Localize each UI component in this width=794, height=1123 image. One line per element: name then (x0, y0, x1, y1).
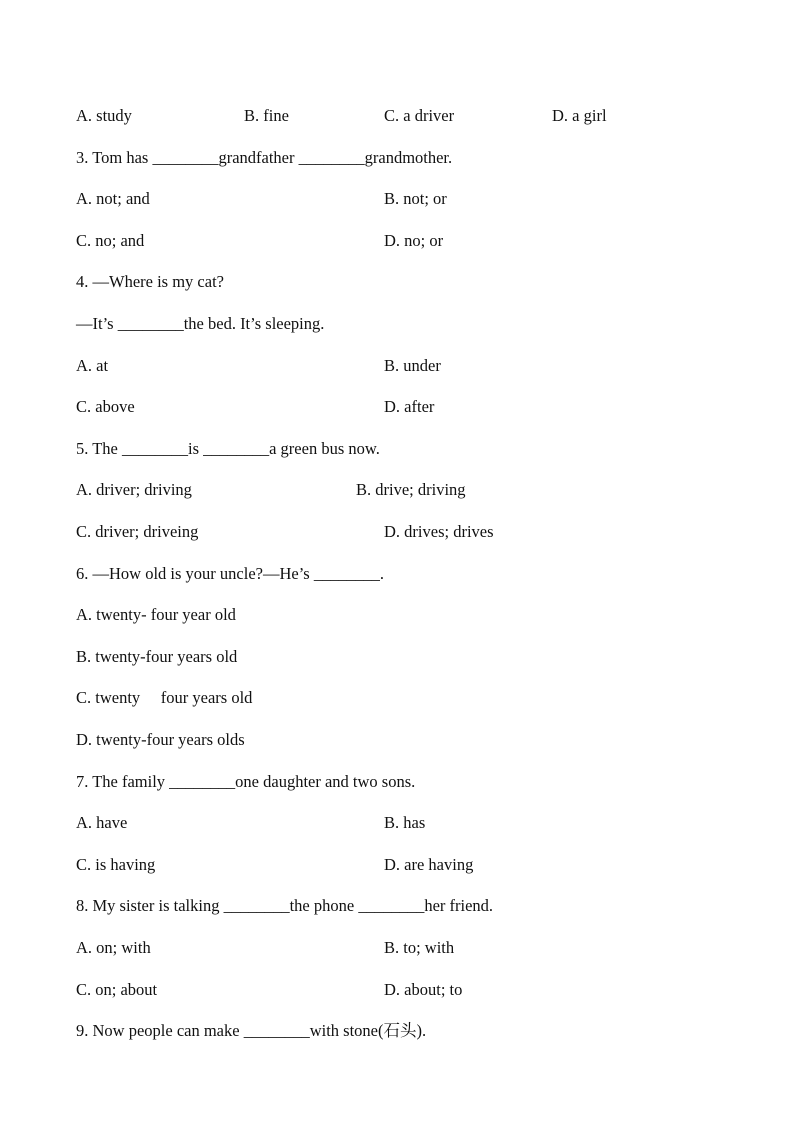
q8-stem: 8. My sister is talking ________the phone ________her friend. (76, 896, 494, 915)
q6-stem: 6. —How old is your uncle?—He’s ________. (76, 564, 384, 583)
q3-options-row-1 (76, 187, 736, 211)
q3-options-row-2 (76, 229, 736, 253)
q6-option-a: A. twenty- four year old (76, 605, 236, 624)
q2-option-b: B. fine (244, 106, 289, 125)
q4-option-b: B. under (384, 356, 441, 375)
q8-option-b: B. to; with (384, 938, 455, 957)
q7-option-a: A. have (76, 813, 128, 832)
q3-option-b: B. not; or (384, 189, 447, 208)
q6-option-c: C. twenty four years old (76, 688, 253, 707)
q5-option-b: B. drive; driving (356, 480, 466, 499)
q7-option-b: B. has (384, 813, 426, 832)
q6-option-b: B. twenty-four years old (76, 647, 238, 666)
q5-options-row-1 (76, 478, 736, 502)
q8-option-a: A. on; with (76, 938, 151, 957)
q3-option-c: C. no; and (76, 231, 145, 250)
q4-option-a: A. at (76, 356, 109, 375)
q4-stem: 4. —Where is my cat? (76, 272, 224, 291)
q7-option-d: D. are having (384, 855, 474, 874)
q7-stem: 7. The family ________one daughter and two sons. (76, 772, 416, 791)
q6-option-d: D. twenty-four years olds (76, 730, 245, 749)
q2-option-c: C. a driver (384, 106, 455, 125)
q7-options-row-1 (76, 811, 736, 835)
q5-option-a: A. driver; driving (76, 480, 192, 499)
q5-option-c: C. driver; driveing (76, 522, 199, 541)
q7-option-c: C. is having (76, 855, 156, 874)
q4-option-c: C. above (76, 397, 135, 416)
q4-option-d: D. after (384, 397, 435, 416)
q3-stem: 3. Tom has ________grandfather ________grandmother. (76, 148, 453, 167)
q8-options-row-1 (76, 936, 736, 960)
q3-option-d: D. no; or (384, 231, 444, 250)
q4-options-row-2 (76, 395, 736, 419)
q5-options-row-2 (76, 520, 736, 544)
q8-option-c: C. on; about (76, 980, 158, 999)
q5-option-d: D. drives; drives (384, 522, 494, 541)
q2-options-row (76, 104, 736, 128)
q9-stem: 9. Now people can make ________with stone(石头). (76, 1021, 427, 1040)
q3-option-a: A. not; and (76, 189, 150, 208)
q5-stem: 5. The ________is ________a green bus now. (76, 439, 380, 458)
q2-option-d: D. a girl (552, 106, 607, 125)
q4-stem-reply: —It’s ________the bed. It’s sleeping. (76, 314, 325, 333)
q8-option-d: D. about; to (384, 980, 463, 999)
q4-options-row-1 (76, 354, 736, 378)
q7-options-row-2 (76, 853, 736, 877)
q8-options-row-2 (76, 978, 736, 1002)
q2-option-a: A. study (76, 106, 132, 125)
